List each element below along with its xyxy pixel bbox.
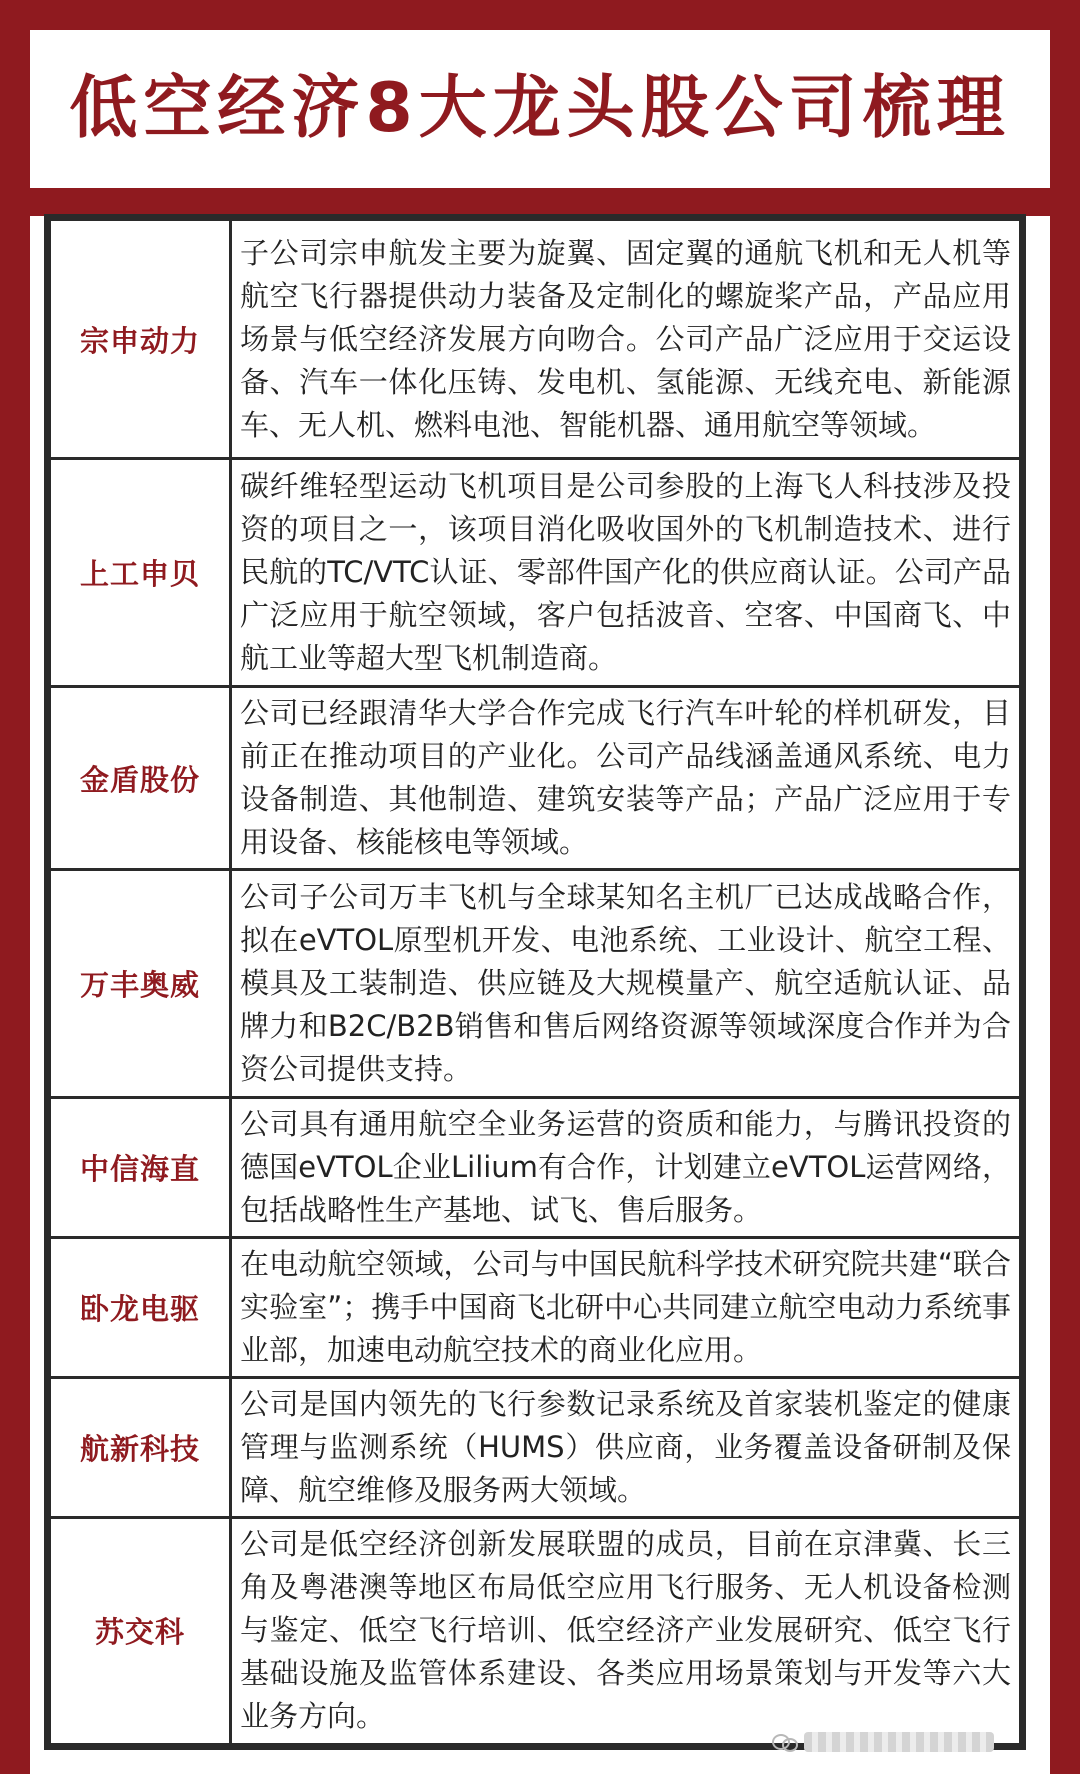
title-divider [30,188,1050,216]
company-description: 在电动航空领域，公司与中国民航科学技术研究院共建“联合实验室”；携手中国商飞北研中心共同建立航空电动力系统事业部，加速电动航空技术的商业化应用。 [231,1237,1021,1377]
company-table [48,218,1022,1746]
page-title: 低空经济8大龙头股公司梳理 [69,69,1011,148]
table-row [50,1517,1021,1744]
company-description: 公司子公司万丰飞机与全球某知名主机厂已达成战略合作，拟在eVTOL原型机开发、电池系统、工业设计、航空工程、模具及工装制造、供应链及大规模量产、航空适航认证、品牌力和B2C/B2B销售和售后网络资源等领域深度合作并为合资公司提供支持。 [231,870,1021,1097]
table-row [50,459,1021,686]
company-name: 航新科技 [50,1377,231,1517]
company-description: 碳纤维轻型运动飞机项目是公司参股的上海飞人科技涉及投资的项目之一，该项目消化吸收国外的飞机制造技术、进行民航的TC/VTC认证、零部件国产化的供应商认证。公司产品广泛应用于航空领域，客户包括波音、空客、中国商飞、中航工业等超大型飞机制造商。 [231,459,1021,686]
company-name: 金盾股份 [50,686,231,870]
company-name: 苏交科 [50,1517,231,1744]
document-page [30,30,1050,1774]
table-row [50,1377,1021,1517]
table-row [50,220,1021,459]
company-table-frame [44,214,1026,1750]
company-name: 卧龙电驱 [50,1237,231,1377]
company-description: 公司是国内领先的飞行参数记录系统及首家装机鉴定的健康管理与监测系统（HUMS）供应商，业务覆盖设备研制及保障、航空维修及服务两大领域。 [231,1377,1021,1517]
chat-bubbles-icon [772,1732,798,1752]
company-description: 公司已经跟清华大学合作完成飞行汽车叶轮的样机研发，目前正在推动项目的产业化。公司产品线涵盖通风系统、电力设备制造、其他制造、建筑安装等产品；产品广泛应用于专用设备、核能核电等领域。 [231,686,1021,870]
watermark [772,1732,994,1752]
table-row [50,1097,1021,1237]
company-name: 宗申动力 [50,220,231,459]
company-name: 上工申贝 [50,459,231,686]
table-row [50,686,1021,870]
company-description: 子公司宗申航发主要为旋翼、固定翼的通航飞机和无人机等航空飞行器提供动力装备及定制化的螺旋桨产品，产品应用场景与低空经济发展方向吻合。公司产品广泛应用于交运设备、汽车一体化压铸、发电机、氢能源、无线充电、新能源车、无人机、燃料电池、智能机器、通用航空等领域。 [231,220,1021,459]
table-row [50,870,1021,1097]
company-name: 万丰奥威 [50,870,231,1097]
blurred-watermark-text [804,1732,994,1752]
company-description: 公司是低空经济创新发展联盟的成员，目前在京津冀、长三角及粤港澳等地区布局低空应用飞行服务、无人机设备检测与鉴定、低空飞行培训、低空经济产业发展研究、低空飞行基础设施及监管体系建设、各类应用场景策划与开发等六大业务方向。 [231,1517,1021,1744]
table-row [50,1237,1021,1377]
company-name: 中信海直 [50,1097,231,1237]
title-band [30,30,1050,188]
company-description: 公司具有通用航空全业务运营的资质和能力，与腾讯投资的德国eVTOL企业Lilium有合作，计划建立eVTOL运营网络，包括战略性生产基地、试飞、售后服务。 [231,1097,1021,1237]
